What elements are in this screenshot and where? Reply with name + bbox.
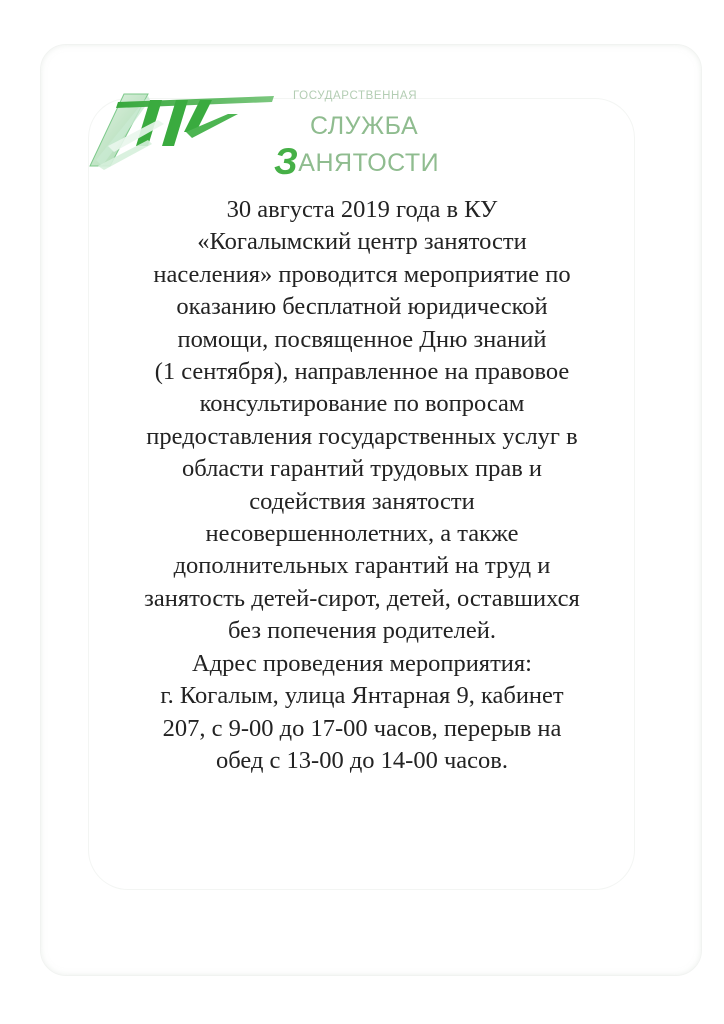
text-line: населения» проводится мероприятие по — [153, 260, 571, 288]
text-line: дополнительных гарантий на труд и — [173, 552, 551, 580]
logo-text-line2-rest: АНЯТОСТИ — [298, 149, 440, 177]
announcement-text — [80, 194, 644, 777]
logo-initial-letter: З — [274, 141, 299, 182]
text-line: несовершеннолетних, а также — [205, 520, 519, 548]
employment-service-logo — [88, 86, 440, 182]
text-line: Адрес проведения мероприятия: — [192, 649, 532, 677]
logo-text-small: ГОСУДАРСТВЕННАЯ — [293, 90, 418, 102]
text-line: без попечения родителей. — [228, 617, 496, 645]
text-line: занятость детей-сирот, детей, оставшихся — [144, 584, 580, 612]
logo-text-line1: СЛУЖБА — [310, 112, 419, 140]
text-line: 207, с 9-00 до 17-00 часов, перерыв на — [162, 714, 562, 742]
text-line: «Когалымский центр занятости — [197, 228, 527, 256]
text-line: г. Когалым, улица Янтарная 9, кабинет — [160, 682, 564, 710]
text-line: (1 сентября), направленное на правовое — [154, 358, 570, 386]
text-line: предоставления государственных услуг в — [146, 422, 578, 450]
text-line: оказанию бесплатной юридической — [176, 293, 548, 321]
text-line: 30 августа 2019 года в КУ — [226, 196, 498, 223]
text-line: обед с 13-00 до 14-00 часов. — [216, 746, 508, 774]
text-line: содействия занятости — [249, 487, 475, 515]
logo-emblem-icon — [88, 86, 288, 176]
text-line: консультирование по вопросам — [199, 390, 525, 418]
logo-text-line2 — [274, 138, 439, 180]
text-line: помощи, посвященное Дню знаний — [177, 325, 547, 353]
text-line: области гарантий трудовых прав и — [181, 455, 543, 483]
